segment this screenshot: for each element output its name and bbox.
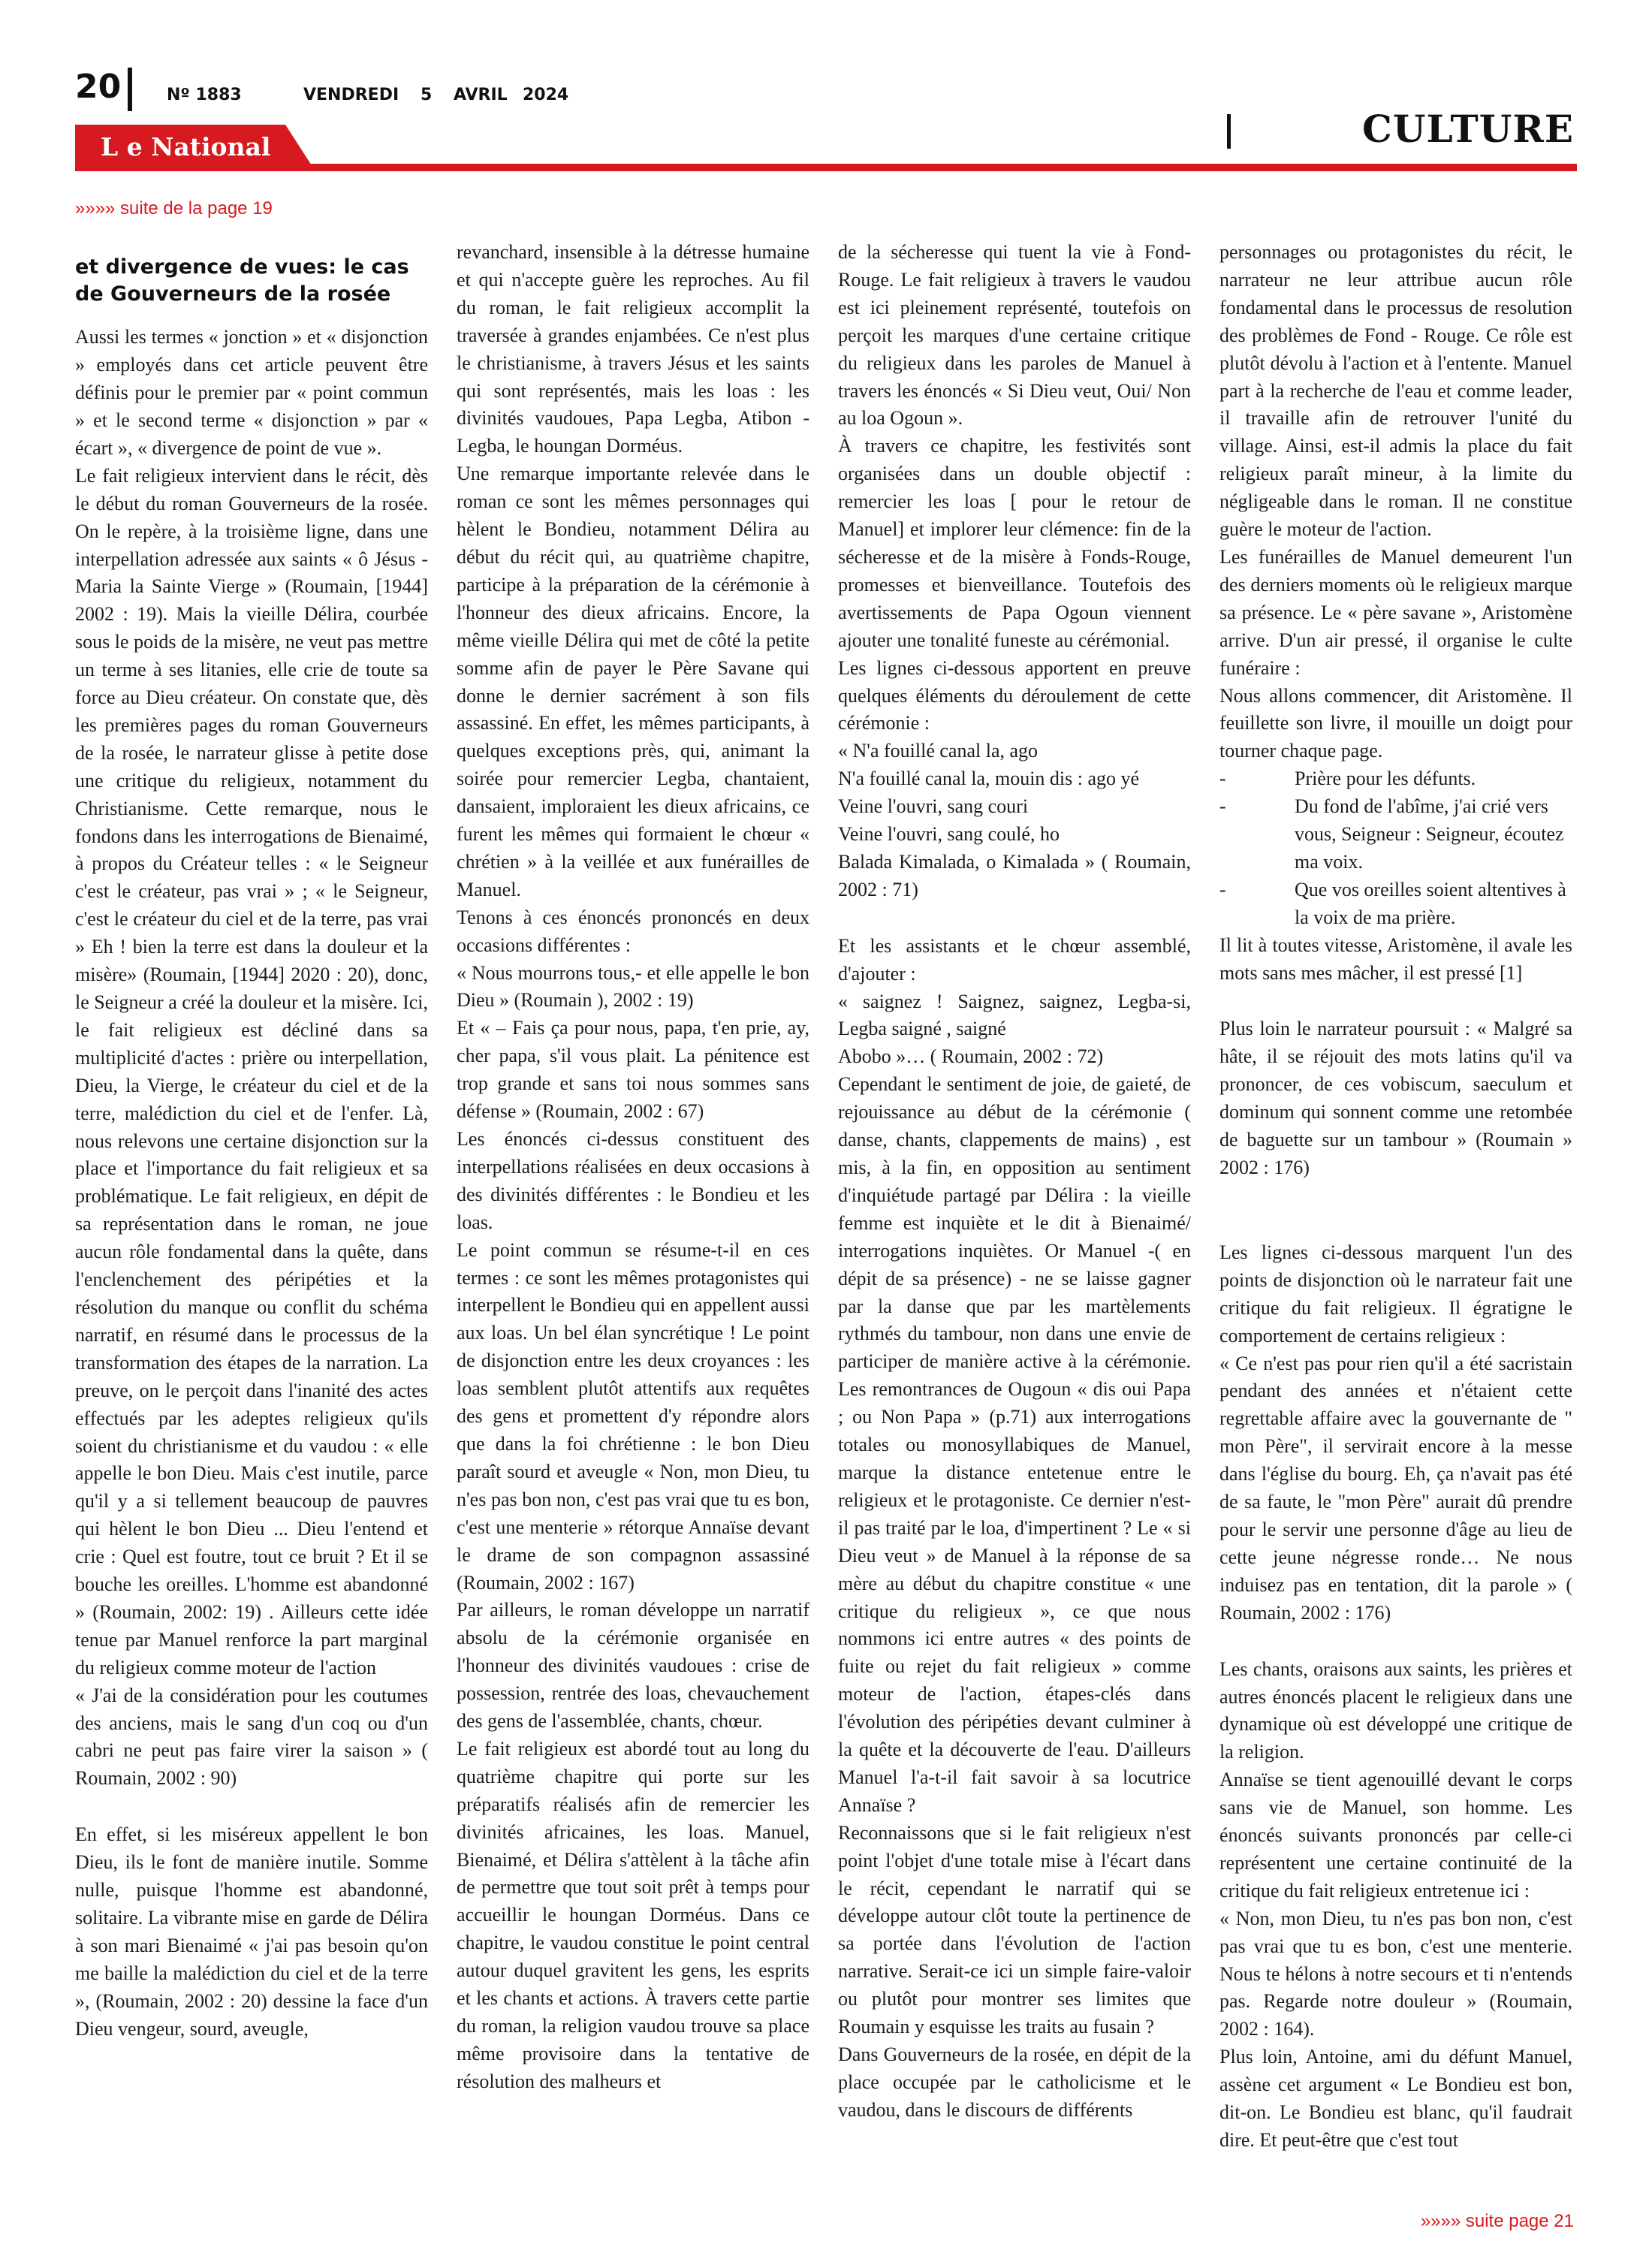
song-line: Balada Kimalada, o Kimalada » ( Roumain, 2002 : 71) (838, 850, 1191, 900)
issue-month: AVRIL (454, 86, 508, 104)
paragraph-gap (75, 1793, 428, 1821)
list-text: Que vos oreilles soient altentives à la voix de ma prière. (1295, 878, 1566, 928)
song-line: Abobo »… ( Roumain, 2002 : 72) (838, 1045, 1104, 1068)
song-line: N'a fouillé canal la, mouin dis : ago yé (838, 768, 1140, 790)
prayer-line (1219, 793, 1572, 876)
continued-from: »»»» suite de la page 19 (75, 198, 273, 219)
paragraph: Et les assistants et le chœur assemblé, d'ajouter : (838, 934, 1191, 985)
list-text: Du fond de l'abîme, j'ai crié vers vous, Seigneur : Seigneur, écoutez ma voix. (1295, 795, 1564, 873)
issue-year: 2024 (523, 86, 569, 104)
paragraph: Il lit à toutes vitesse, Aristomène, il avale les mots sans mes mâcher, il est pressé [1] (1219, 933, 1572, 984)
continued-on: »»»» suite page 21 (1420, 2211, 1574, 2231)
brand-banner (75, 125, 1577, 171)
quote: « Non, mon Dieu, tu n'es pas bon non, c'est pas vrai que tu es bon, c'est une menterie. Nous te hélons à notre secours et ti n'entends pas. Regarde notre douleur » (Roumain, 2002 : 164). (1219, 1907, 1572, 2040)
paragraph: Tenons à ces énoncés prononcés en deux occasions différentes : (457, 906, 809, 956)
issue-day: 5 (421, 86, 433, 104)
paragraph: Par ailleurs, le roman développe un narratif absolu de la cérémonie organisée en l'honneur des divinités vaudoues : crise de possession, rentrée des loas, chevauchement des gens de l'assemblée, chants, chœur. (457, 1599, 809, 1733)
paragraph: Plus loin, Antoine, ami du défunt Manuel, assène cet argument « Le Bondieu est bon, dit-on. Le Bondieu est blanc, qu'il faudrait dire. Et peut-être que c'est tout (1219, 2046, 1572, 2151)
paragraph: personnages ou protagonistes du récit, le narrateur ne leur attribue aucun rôle fondamental dans le processus de resolution des problèmes de Fond - Rouge. Ce rôle est plutôt dévolu à l'action et à l'entente. Manuel part à la recherche de l'eau et comme leader, il travaille afin de retrouver l'unité du village. Ainsi, est-il admis la place du fait religieux paraît mineur, à la limite du négligeable dans le roman. Il ne constitue guère le moteur de l'action. (1219, 241, 1572, 541)
list-dash: - (1219, 795, 1226, 818)
paragraph-gap (838, 904, 1191, 933)
column-4 (1219, 239, 1572, 2155)
column-3 (838, 239, 1191, 2125)
paragraph: Aussi les termes « jonction » et « disjonction » employés dans cet article peuvent être définis pour le premier par « point commun » et le second terme « disjonction » par « écart », « divergence de point de vue ». (75, 326, 428, 459)
quote: Et « – Fais ça pour nous, papa, t'en prie, ay, cher papa, s'il vous plait. La pénitence est trop grande et sans toi nous sommes sans défense » (Roumain, 2002 : 67) (457, 1017, 809, 1123)
quote: « J'ai de la considération pour les coutumes des anciens, mais le sang d'un coq ou d'un cabri ne peut pas faire virer la saison » ( Roumain, 2002 : 90) (75, 1684, 428, 1790)
header-divider (128, 68, 132, 111)
paragraph: Les lignes ci-dessous marquent l'un des points de disjonction où le narrateur fait une critique du fait religieux. Il égratigne le comportement de certains religieux : (1219, 1241, 1572, 1347)
paragraph: revanchard, insensible à la détresse humaine et qui n'accepte guère les reproches. Au fil du roman, le fait religieux accomplit la traversée à grandes enjambées. Ce n'est plus le christianisme, à travers Jésus et les saints qui sont représentés, mais les loas : les divinités vaudoues, Papa Legba, Atibon - Legba, le houngan Dorméus. (457, 241, 809, 457)
issue-number: Nº 1883 (167, 86, 242, 104)
paragraph: Dans Gouverneurs de la rosée, en dépit de la place occupée par le catholicisme et le vaudou, dans le discours de différents (838, 2043, 1191, 2121)
paragraph: Reconnaissons que si le fait religieux n'est point l'objet d'une totale mise à l'écart dans le récit, cependant le narratif qui se développe autour clôt toute la pertinence de sa portée dans l'évolution de l'action narrative. Serait-ce ici un simple faire-valoir ou plutôt pour montrer ses limites que Roumain y esquisse les traits au fusain ? (838, 1821, 1191, 2038)
quote: « Ce n'est pas pour rien qu'il a été sacristain pendant des années et n'étaient cette regrettable affaire avec la gouvernante de " mon Père", il servirait encore à la messe dans l'église du bourg. Eh, ça n'avait pas été de sa faute, le "mon Père" aurait dû prendre pour le servir une personne d'âge au lieu de cette jeune négresse ronde… Ne nous induisez pas en tentation, dit la parole » ( Roumain, 2002 : 176) (1219, 1352, 1572, 1624)
paragraph-gap (1219, 1627, 1572, 1656)
paragraph: Les énoncés ci-dessus constituent des interpellations réalisées en deux occasions à des divinités différentes : le Bondieu et les loas. (457, 1128, 809, 1233)
prayer-line (1219, 876, 1572, 932)
list-dash: - (1219, 878, 1226, 900)
paragraph: Plus loin le narrateur poursuit : « Malgré sa hâte, il se réjouit des mots latins qu'il va prononcer, de ces vobiscum, saeculum et dominum qui sonnent comme une retombée de baguette sur un tambour » (Roumain » 2002 : 176) (1219, 1018, 1572, 1178)
issue-weekday: VENDREDI (303, 86, 399, 104)
page-number: 20 (75, 68, 122, 106)
list-dash: - (1219, 768, 1226, 790)
paragraph: Nous allons commencer, dit Aristomène. Il feuillette son livre, il mouille un doigt pour tourner chaque page. (1219, 684, 1572, 762)
column-2 (457, 239, 809, 2096)
song-line: « N'a fouillé canal la, ago (838, 740, 1039, 762)
paragraph-gap (1219, 987, 1572, 1015)
brand-logo: L e National (101, 132, 271, 161)
paragraph: Annaïse se tient agenouillé devant le corps sans vie de Manuel, son homme. Les énoncés suivants prononcés par celle-ci représentent une certaine continuité de la critique du fait religieux entretenue ici : (1219, 1769, 1572, 1902)
list-text: Prière pour les défunts. (1295, 768, 1476, 790)
paragraph: Le fait religieux est abordé tout au long du quatrième chapitre qui porte sur les préparatifs réalisés afin de remercier les divinités africaines, les loas. Manuel, Bienaimé, et Délira s'attèlent à la tâche afin de permettre que tout soit prêt à temps pour accueillir le houngan Dorméus. Dans ce chapitre, le vaudou constitue le point central autour duquel gravitent les gens, les esprits et les chants et actions. À travers cette partie du roman, la religion vaudou trouve sa place même provisoire dans la tentative de résolution des malheurs et (457, 1737, 809, 2092)
prayer-line (1219, 765, 1572, 793)
song-line: « saignez ! Saignez, saignez, Legba-si, Legba saigné , saigné (838, 990, 1191, 1040)
paragraph-gap (1219, 1211, 1572, 1239)
paragraph: Une remarque importante relevée dans le roman ce sont les mêmes personnages qui hèlent le Bondieu, notamment Délira au début du récit qui, au quatrième chapitre, participe à la préparation de la cérémonie à l'honneur des dieux africains. Encore, la même vieille Délira qui met de côté la petite somme afin de payer le Père Savane qui donne le dernier sacrément à son fils assassiné. En effet, les mêmes participants, à quelques exceptions près, qui, animant la soirée pour remercier Legba, chantaient, dansaient, imploraient les dieux africains, ce furent les mêmes qui formaient le chœur « chrétien » à la veillée et aux funérailles de Manuel. (457, 463, 809, 900)
paragraph: Cependant le sentiment de joie, de gaieté, de rejouissance au début de la cérémonie ( danse, chants, clappements de mains) , est mis, à la fin, en opposition au sentiment d'inquiétude partagé par Délira : la vieille femme est inquiète et le dit à Bienaimé/ interrogations inquiètes. Or Manuel -( en dépit de sa présence) - ne se laisse gagner par la danse que par les martèlements rythmés du tambour, non dans une envie de participer de manière active à la cérémonie. Les remontrances de Ougoun « dis oui Papa ; ou Non Papa » (p.71) aux interrogations totales ou monosyllabiques de Manuel, marque la distance entetenue entre le religieux et le protagoniste. Ce dernier n'est-il pas traité par le loa, d'impertinent ? Le « si Dieu veut » de Manuel à la réponse de sa mère au début du chapitre constitue « une critique du religieux », ce que nous nommons ici entre autres « des points de fuite ou rejet du fait religieux » comme moteur de l'action, étapes-clés dans l'évolution des péripéties devant culminer à la quête et la découverte de l'eau. D'ailleurs Manuel l'a-t-il fait savoir à sa locutrice Annaïse ? (838, 1073, 1191, 1816)
quote: « Nous mourrons tous,- et elle appelle le bon Dieu » (Roumain ), 2002 : 19) (457, 961, 809, 1012)
song-line: Veine l'ouvri, sang coulé, ho (838, 823, 1060, 846)
paragraph: Le fait religieux intervient dans le récit, dès le début du roman Gouverneurs de la rosée. On le repère, à la troisième ligne, dans une interpellation adressée aux saints « ô Jésus - Maria la Sainte Vierge » (Roumain, [1944] 2002 : 19). Mais la vieille Délira, courbée sous le poids de la misère, ne veut pas mettre un terme à ses litanies, elle crie de toute sa force au Dieu créateur. On constate que, dès les premières pages du roman Gouverneurs de la rosée, le narrateur glisse à petite dose une critique du religieux, notamment du Christianisme. Cette remarque, nous le fondons dans les interrogations de Bienaimé, à propos du Créateur telles : « le Seigneur c'est le créateur, pas vrai » ; « le Seigneur, c'est le créateur du ciel et de la terre, pas vrai » Eh ! bien la terre est dans la douleur et la misère» (Roumain, [1944] 2020 : 20), donc, le Seigneur a créé la douleur et la misère. Ici, le fait religieux est décliné dans sa multiplicité d'actes : prière ou interpellation, Dieu, la Vierge, le créateur du ciel et de la terre, malédiction du ciel et de l'enfer. Là, nous relevons une certaine disjonction sur la place et l'importance du fait religieux et sa problématique. Le fait religieux, en dépit de sa représentation dans le roman, ne joue aucun rôle fondamental dans la quête, dans l'enclenchement des péripéties et la résolution du manque ou conflit du schéma narratif, en résumé dans le processus de la transformation des étapes de la narration. La preuve, on le perçoit dans l'inanité des actes effectués par les adeptes religieux qu'ils soient du christianisme et du vaudou : « elle appelle le bon Dieu. Mais c'est inutile, parce qu'il y a si tellement beaucoup de pauvres qui hèlent le bon Dieu ... Dieu l'entend et crie : Quel est foutre, tout ce bruit ? Et il se bouche les oreilles. L'homme est abandonné » (Roumain, 2002: 19) . Ailleurs cette idée tenue par Manuel renforce la part marginal du religieux comme moteur de l'action (75, 464, 428, 1678)
paragraph: Le point commun se résume-t-il en ces termes : ce sont les mêmes protagonistes qui interpellent le Bondieu qui en appellent aussi aux loas. Un bel élan syncrétique ! Le point de disjonction entre les deux croyances : les loas semblent plutôt attentifs aux requêtes des gens et promettent d'y répondre alors que dans la foi chrétienne : le bon Dieu paraît sourd et aveugle « Non, mon Dieu, tu n'es pas bon non, c'est pas vrai que tu es bon, c'est une menterie » rétorque Annaïse devant le drame de son compagnon assassiné (Roumain, 2002 : 167) (457, 1238, 809, 1594)
paragraph: de la sécheresse qui tuent la vie à Fond-Rouge. Le fait religieux à travers le vaudou est ici pleinement représenté, toutefois on perçoit les marques d'une certaine critique du religieux dans les paroles de Manuel à travers les énoncés « Si Dieu veut, Oui/ Non au loa Ogoun ». (838, 241, 1191, 430)
paragraph-gap (1219, 1182, 1572, 1211)
paragraph: En effet, si les miséreux appellent le bon Dieu, ils le font de manière inutile. Somme nulle, puisque l'homme est abandonné, solitaire. La vibrante mise en garde de Délira à son mari Bienaimé « j'ai pas besoin qu'on me baille la malédiction du ciel et de la terre », (Roumain, 2002 : 20) dessine la face d'un Dieu vengeur, sourd, aveugle, (75, 1823, 428, 2040)
paragraph: Les lignes ci-dessous apportent en preuve quelques éléments du déroulement de cette cérémonie : (838, 656, 1191, 734)
column-1 (75, 239, 428, 2043)
article-title: et divergence de vues: le cas de Gouverneurs de la rosée (75, 255, 409, 306)
paragraph: À travers ce chapitre, les festivités sont organisées dans un double objectif : remercier les loas [ pour le retour de Manuel] et implorer leur clémence: fin de la sécheresse et de la misère à Fonds-Rouge, promesses et bienveillance. Toutefois des avertissements de Papa Ogoun viennent ajouter une tonalité funeste au cérémonial. (838, 435, 1191, 651)
song-line: Veine l'ouvri, sang couri (838, 795, 1029, 818)
paragraph: Les funérailles de Manuel demeurent l'un des derniers moments où le religieux marque sa présence. Le « père savane », Aristomène arrive. D'un air pressé, il organise le culte funéraire : (1219, 545, 1572, 679)
section-title: CULTURE (1362, 107, 1574, 151)
paragraph: Les chants, oraisons aux saints, les prières et autres énoncés placent le religieux dans une dynamique où est développé une critique de la religion. (1219, 1657, 1572, 1763)
